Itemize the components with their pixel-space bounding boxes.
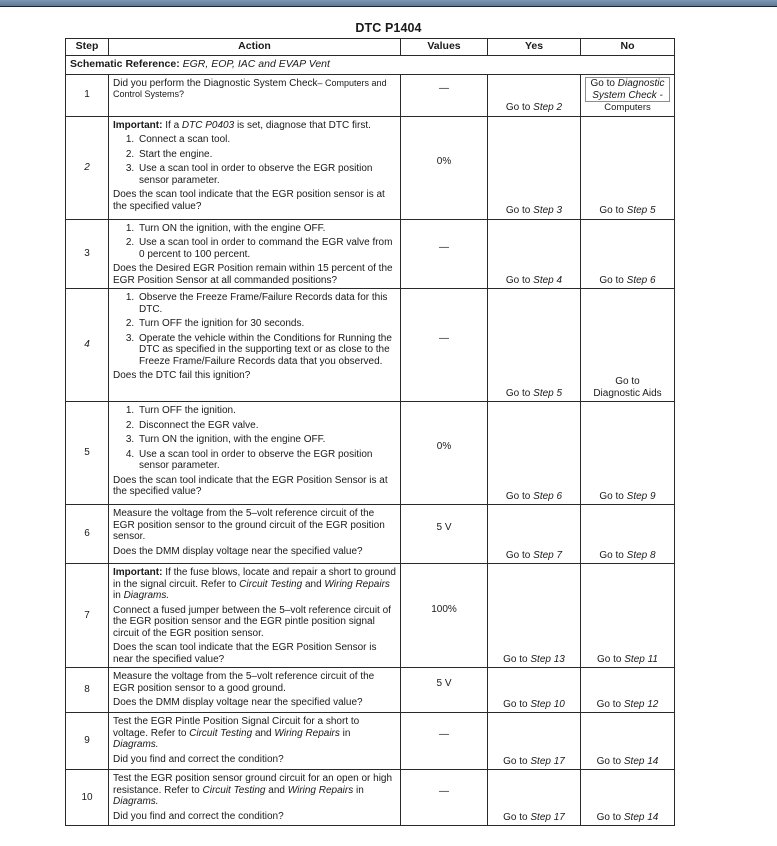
- action-question: Does the scan tool indicate that the EGR Position Sensor is near the specified value?: [113, 642, 377, 665]
- action-step: 3. Use a scan tool in order to observe the EGR position sensor parameter.: [137, 163, 396, 186]
- go-to-label: Go to: [596, 698, 622, 710]
- schematic-reference-row: [66, 56, 675, 75]
- go-to-label: Go to: [599, 205, 624, 216]
- value: —: [439, 333, 449, 345]
- header-yes: Yes: [488, 39, 581, 56]
- no-target: Step 14: [623, 811, 659, 823]
- action-question: Did you perform the Diagnostic System Check: [113, 77, 318, 89]
- action-text: [113, 773, 396, 808]
- yes-target: Step 6: [533, 490, 563, 502]
- note-text: If a: [165, 119, 180, 131]
- yes-link[interactable]: [506, 275, 562, 286]
- value-cell: [401, 505, 488, 564]
- action-step: 2. Turn OFF the ignition for 30 seconds.: [137, 318, 396, 330]
- action-step: 1. Connect a scan tool.: [137, 134, 396, 146]
- no-cell: [581, 219, 675, 289]
- no-target: Step 6: [626, 274, 656, 286]
- value: 100%: [431, 603, 457, 615]
- yes-target: Step 13: [530, 653, 565, 665]
- go-to-label: Go to: [599, 490, 624, 502]
- note-text: Test the EGR position sensor ground circuit for an open or high resistance. Refer to: [113, 773, 393, 796]
- action-step: 2. Start the engine.: [137, 149, 396, 161]
- go-to-label: Go to: [505, 490, 531, 502]
- action-question: Does the DMM display voltage near the specified value?: [113, 545, 363, 557]
- action-step: 4. Use a scan tool in order to observe the EGR position sensor parameter.: [137, 449, 396, 472]
- note-text: in: [342, 727, 351, 739]
- yes-target: Step 4: [533, 274, 563, 286]
- reference-link[interactable]: Circuit Testing: [189, 727, 253, 739]
- go-to-label: Go to: [503, 811, 528, 823]
- value-cell: [401, 402, 488, 505]
- reference-link[interactable]: Circuit Testing: [239, 578, 303, 590]
- value: —: [439, 785, 449, 797]
- action-step: 3. Operate the vehicle within the Conditions for Running the DTC as specified in the supporting text or as close to the Freeze Frame/Failure Records data that you observed.: [137, 333, 396, 368]
- go-to-label: Go to: [599, 549, 624, 561]
- yes-target: Step 2: [533, 102, 563, 113]
- schematic-reference: [66, 56, 675, 75]
- go-to-label: Go to: [597, 653, 622, 665]
- note-text: and: [304, 578, 322, 590]
- note-text: If the fuse blows, locate and repair a short to ground in the signal circuit. Refer to: [113, 567, 396, 590]
- step-number: 8: [66, 668, 109, 713]
- action-steps: [113, 134, 396, 186]
- yes-cell: [488, 116, 581, 219]
- action-cell: [109, 116, 401, 219]
- action-step: 1. Turn ON the ignition, with the engine OFF.: [137, 223, 396, 235]
- value: 0%: [436, 155, 452, 167]
- header-values: Values: [401, 39, 488, 56]
- yes-cell: [488, 668, 581, 713]
- go-to-label: Go to: [505, 102, 531, 113]
- yes-target: Step 3: [533, 205, 563, 216]
- value: 0%: [436, 441, 452, 453]
- go-to-label: Go to: [505, 274, 531, 286]
- value-cell: [401, 74, 488, 116]
- no-target: Step 8: [626, 549, 656, 561]
- note-text: in: [356, 784, 364, 796]
- no-cell: [581, 668, 675, 713]
- important-note: [113, 567, 396, 602]
- note-text: and: [254, 727, 272, 739]
- yes-link[interactable]: [506, 388, 562, 399]
- reference-link[interactable]: Wiring Repairs: [287, 784, 354, 796]
- no-cell: [581, 505, 675, 564]
- value: —: [439, 729, 449, 741]
- action-question-tail: – Computers and Control Systems?: [113, 77, 387, 99]
- go-to-label: Go to: [596, 811, 622, 823]
- reference-link[interactable]: Diagrams.: [123, 590, 170, 601]
- yes-cell: [488, 713, 581, 770]
- step-number: 3: [66, 219, 109, 289]
- schematic-label: Schematic Reference:: [70, 58, 180, 70]
- no-link[interactable]: [599, 550, 655, 561]
- yes-target: Step 5: [533, 387, 563, 399]
- yes-cell: [488, 402, 581, 505]
- step-number: 2: [66, 116, 109, 219]
- action-steps: [113, 405, 396, 472]
- value-cell: [401, 116, 488, 219]
- yes-link[interactable]: [503, 812, 565, 823]
- value-cell: [401, 770, 488, 826]
- action-question: Does the DTC fail this ignition?: [113, 370, 251, 381]
- no-link[interactable]: [599, 205, 655, 216]
- table-row: [66, 289, 675, 402]
- no-link[interactable]: [597, 756, 659, 767]
- go-to-label: Go to: [599, 274, 624, 286]
- no-target: Step 5: [626, 205, 656, 216]
- note-text: Test the EGR Pintle Position Signal Circuit for a short to voltage. Refer to: [113, 716, 360, 739]
- header-no: No: [581, 39, 675, 56]
- action-question: Did you find and correct the condition?: [113, 810, 284, 822]
- value-cell: [401, 219, 488, 289]
- table-row: [66, 74, 675, 116]
- action-step: 2. Use a scan tool in order to command the EGR valve from 0 percent to 100 percent.: [137, 237, 396, 260]
- yes-target: Step 17: [530, 755, 565, 767]
- action-cell: [109, 505, 401, 564]
- action-text: [113, 716, 396, 751]
- action-cell: [109, 770, 401, 826]
- action-question: Does the scan tool indicate that the EGR position sensor is at the specified value?: [113, 189, 385, 212]
- no-cell: [581, 289, 675, 402]
- important-label: Important:: [113, 567, 163, 578]
- reference-link[interactable]: Diagrams.: [113, 739, 159, 750]
- step-number: 9: [66, 713, 109, 770]
- action-cell: [109, 74, 401, 116]
- step-number: 6: [66, 505, 109, 564]
- action-question: Did you find and correct the condition?: [113, 753, 284, 765]
- go-to-label: Go to: [503, 755, 528, 767]
- note-text: and: [268, 784, 285, 796]
- action-step: 2. Disconnect the EGR valve.: [137, 420, 396, 432]
- step-number: 1: [66, 74, 109, 116]
- reference-link[interactable]: Wiring Repairs: [324, 578, 390, 590]
- table-row: [66, 713, 675, 770]
- action-cell: [109, 219, 401, 289]
- no-target: Diagnostic Aids: [593, 387, 662, 399]
- no-target: Step 14: [623, 755, 659, 767]
- action-step: 3. Turn ON the ignition, with the engine OFF.: [137, 434, 396, 446]
- no-cell: [581, 402, 675, 505]
- step-number: 10: [66, 770, 109, 826]
- schematic-link[interactable]: EGR, EOP, IAC and EVAP Vent: [182, 58, 330, 70]
- no-link[interactable]: [599, 275, 655, 286]
- yes-link[interactable]: [506, 205, 562, 216]
- action-text: Connect a fused jumper between the 5–volt reference circuit of the EGR position sensor and the EGR pintle position signal circuit of the EGR position sensor.: [113, 604, 391, 639]
- go-to-label: Go to: [503, 698, 528, 710]
- reference-link[interactable]: Circuit Testing: [202, 784, 266, 796]
- action-cell: [109, 713, 401, 770]
- value-cell: [401, 713, 488, 770]
- table-row: [66, 770, 675, 826]
- no-cell: [581, 564, 675, 668]
- no-target: Step 11: [624, 653, 658, 665]
- yes-cell: [488, 770, 581, 826]
- yes-link[interactable]: [506, 491, 562, 502]
- table-row: [66, 564, 675, 668]
- step-number: 7: [66, 564, 109, 668]
- action-cell: [109, 289, 401, 402]
- table-row: [66, 219, 675, 289]
- no-cell: [581, 74, 675, 116]
- no-link[interactable]: [597, 654, 658, 665]
- action-cell: [109, 668, 401, 713]
- action-text: Measure the voltage from the 5–volt reference circuit of the EGR position sensor to the ground circuit of the EGR position sensor.: [113, 508, 385, 542]
- important-label: Important:: [113, 119, 163, 131]
- go-to-label: Go to: [505, 549, 531, 561]
- header-action: Action: [109, 39, 401, 56]
- yes-link[interactable]: [503, 654, 565, 665]
- value: 5 V: [436, 522, 452, 534]
- yes-link[interactable]: [506, 102, 562, 113]
- table-row: [66, 505, 675, 564]
- no-link[interactable]: [597, 812, 659, 823]
- no-link-diagnostic-aids[interactable]: [593, 376, 661, 399]
- yes-target: Step 10: [530, 698, 565, 710]
- action-cell: [109, 402, 401, 505]
- value: 5 V: [436, 678, 452, 690]
- note-text: in: [113, 590, 121, 601]
- yes-target: Step 7: [533, 549, 563, 561]
- go-to-label: Go to: [503, 653, 528, 665]
- yes-cell: [488, 289, 581, 402]
- yes-cell: [488, 505, 581, 564]
- action-question: Does the scan tool indicate that the EGR Position Sensor is at the specified value?: [113, 474, 388, 497]
- value-cell: [401, 564, 488, 668]
- window-title-bar: [0, 0, 777, 7]
- reference-link[interactable]: Diagrams.: [113, 796, 159, 807]
- action-steps: [113, 223, 396, 261]
- no-target: Diagnostic System Check -: [592, 78, 665, 101]
- value-cell: [401, 668, 488, 713]
- action-text: Measure the voltage from the 5–volt reference circuit of the EGR position sensor to a good ground.: [113, 671, 375, 694]
- table-row: [66, 668, 675, 713]
- no-target: Step 9: [626, 490, 656, 502]
- action-question: Does the DMM display voltage near the specified value?: [113, 697, 363, 708]
- yes-link[interactable]: [503, 699, 565, 710]
- step-number: 5: [66, 402, 109, 505]
- go-to-label: Go to: [505, 387, 531, 399]
- table-row: [66, 402, 675, 505]
- action-step: 1. Observe the Freeze Frame/Failure Records data for this DTC.: [137, 292, 396, 315]
- no-link[interactable]: [597, 699, 659, 710]
- page-title: DTC P1404: [355, 21, 422, 35]
- go-to-label: Go to: [596, 755, 622, 767]
- no-link-diagnostic-system-check[interactable]: [585, 77, 670, 102]
- table-row: [66, 116, 675, 219]
- no-cell: [581, 116, 675, 219]
- step-number: 4: [66, 289, 109, 402]
- diagnostic-table: [65, 38, 675, 826]
- value-cell: [401, 289, 488, 402]
- action-question: Does the Desired EGR Position remain within 15 percent of the EGR Position Sensor at all commanded positions?: [113, 263, 393, 286]
- no-cell: [581, 713, 675, 770]
- no-cell: [581, 770, 675, 826]
- yes-link[interactable]: [506, 550, 562, 561]
- yes-cell: [488, 74, 581, 116]
- go-to-label: Go to: [615, 376, 640, 387]
- no-target: Step 12: [623, 698, 659, 710]
- action-cell: [109, 564, 401, 668]
- go-to-label: Go to: [505, 205, 531, 216]
- yes-link[interactable]: [503, 756, 565, 767]
- go-to-label: Go to: [590, 78, 615, 89]
- action-steps: [113, 292, 396, 367]
- no-link[interactable]: [599, 491, 655, 502]
- yes-cell: [488, 564, 581, 668]
- important-note: [113, 120, 396, 132]
- value: —: [439, 242, 449, 253]
- table-header-row: [66, 39, 675, 56]
- reference-link[interactable]: Wiring Repairs: [274, 727, 340, 739]
- no-target-sub[interactable]: Computers: [604, 102, 651, 113]
- dtc-code: DTC P0403: [181, 119, 235, 131]
- action-step: 1. Turn OFF the ignition.: [137, 405, 396, 417]
- note-text: is set, diagnose that DTC first.: [236, 119, 371, 131]
- yes-cell: [488, 219, 581, 289]
- value: —: [439, 83, 449, 95]
- header-step: Step: [66, 39, 109, 56]
- yes-target: Step 17: [530, 811, 565, 823]
